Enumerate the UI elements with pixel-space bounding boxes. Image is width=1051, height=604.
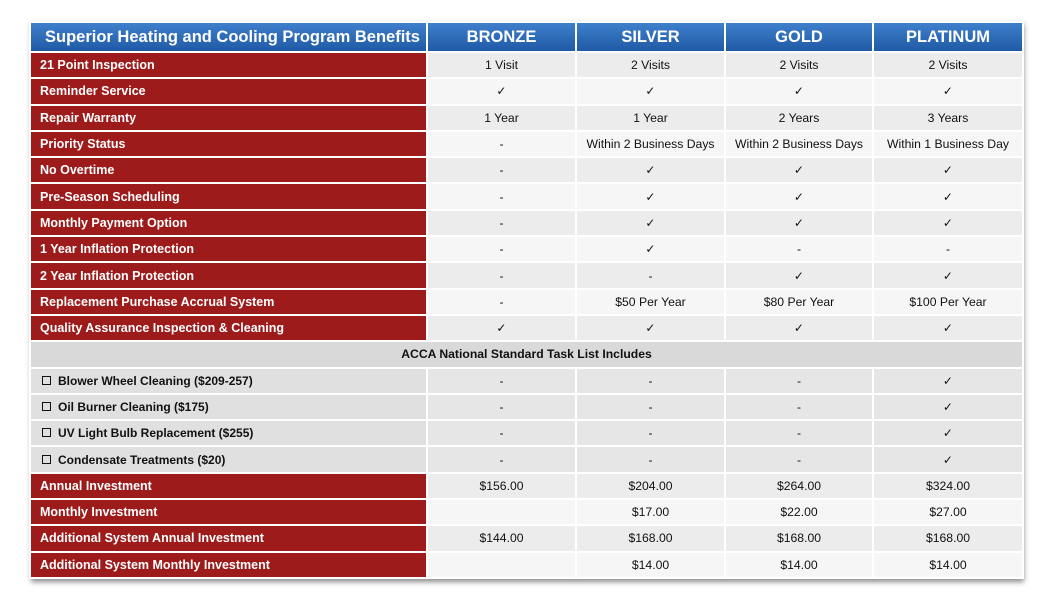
pricing-label: Additional System Annual Investment [30, 525, 427, 551]
benefit-row [30, 131, 1023, 157]
bronze-value: - [427, 183, 576, 209]
check-icon: ✓ [873, 315, 1023, 341]
bronze-price [427, 499, 576, 525]
silver-value: - [576, 368, 725, 394]
check-icon: ✓ [725, 157, 873, 183]
bronze-price [427, 552, 576, 578]
bronze-value: - [427, 236, 576, 262]
benefit-label: 21 Point Inspection [30, 52, 427, 78]
gold-value: $80 Per Year [725, 289, 873, 315]
check-icon: ✓ [725, 183, 873, 209]
benefits-comparison-table [29, 21, 1024, 579]
benefit-label: 1 Year Inflation Protection [30, 236, 427, 262]
bronze-value: 1 Visit [427, 52, 576, 78]
task-label: Condensate Treatments ($20) [58, 452, 226, 467]
platinum-value: - [873, 236, 1023, 262]
task-label: Blower Wheel Cleaning ($209-257) [58, 373, 253, 388]
bronze-value: 1 Year [427, 105, 576, 131]
task-label: UV Light Bulb Replacement ($255) [58, 426, 254, 441]
benefit-row [30, 289, 1023, 315]
silver-value: - [576, 394, 725, 420]
checkbox-icon [42, 455, 51, 464]
check-icon: ✓ [576, 183, 725, 209]
check-icon: ✓ [427, 315, 576, 341]
silver-value: Within 2 Business Days [576, 131, 725, 157]
check-icon: ✓ [873, 368, 1023, 394]
platinum-value: 3 Years [873, 105, 1023, 131]
silver-value: - [576, 420, 725, 446]
platinum-value: Within 1 Business Day [873, 131, 1023, 157]
gold-value: 2 Years [725, 105, 873, 131]
pricing-row [30, 473, 1023, 499]
benefit-label: No Overtime [30, 157, 427, 183]
benefit-row [30, 183, 1023, 209]
silver-value: 1 Year [576, 105, 725, 131]
gold-price: $264.00 [725, 473, 873, 499]
gold-value: - [725, 420, 873, 446]
bronze-value: - [427, 394, 576, 420]
check-icon: ✓ [873, 183, 1023, 209]
gold-value: 2 Visits [725, 52, 873, 78]
gold-value: - [725, 368, 873, 394]
silver-value: - [576, 262, 725, 288]
benefit-row [30, 236, 1023, 262]
pricing-row [30, 499, 1023, 525]
gold-price: $168.00 [725, 525, 873, 551]
tier-header-gold: GOLD [725, 22, 873, 52]
checkbox-icon [42, 428, 51, 437]
task-row [30, 368, 1023, 394]
benefit-row [30, 78, 1023, 104]
benefit-label: Repair Warranty [30, 105, 427, 131]
pricing-label: Additional System Monthly Investment [30, 552, 427, 578]
check-icon: ✓ [725, 315, 873, 341]
check-icon: ✓ [873, 394, 1023, 420]
benefit-label: Reminder Service [30, 78, 427, 104]
section-title: ACCA National Standard Task List Includes [30, 341, 1023, 367]
check-icon: ✓ [725, 78, 873, 104]
bronze-value: - [427, 262, 576, 288]
check-icon: ✓ [576, 78, 725, 104]
gold-value: - [725, 236, 873, 262]
check-icon: ✓ [873, 210, 1023, 236]
silver-value: 2 Visits [576, 52, 725, 78]
task-label: Oil Burner Cleaning ($175) [58, 400, 209, 414]
task-label-cell [30, 394, 427, 420]
platinum-price: $168.00 [873, 525, 1023, 551]
silver-price: $17.00 [576, 499, 725, 525]
benefit-label: Pre-Season Scheduling [30, 183, 427, 209]
bronze-value: - [427, 157, 576, 183]
silver-value: - [576, 446, 725, 472]
benefit-row [30, 52, 1023, 78]
check-icon: ✓ [873, 78, 1023, 104]
tier-header-platinum: PLATINUM [873, 22, 1023, 52]
platinum-value: 2 Visits [873, 52, 1023, 78]
pricing-row [30, 552, 1023, 578]
task-label-cell [30, 368, 427, 394]
check-icon: ✓ [576, 210, 725, 236]
checkbox-icon [42, 402, 51, 411]
check-icon: ✓ [427, 78, 576, 104]
task-row [30, 394, 1023, 420]
check-icon: ✓ [873, 157, 1023, 183]
checkbox-icon [42, 376, 51, 385]
task-label-cell [30, 446, 427, 472]
check-icon: ✓ [576, 315, 725, 341]
pricing-row [30, 525, 1023, 551]
benefit-row [30, 157, 1023, 183]
bronze-value: - [427, 368, 576, 394]
check-icon: ✓ [873, 446, 1023, 472]
check-icon: ✓ [576, 236, 725, 262]
benefit-label: Monthly Payment Option [30, 210, 427, 236]
header-row [30, 22, 1023, 52]
bronze-value: - [427, 420, 576, 446]
bronze-value: - [427, 446, 576, 472]
bronze-value: - [427, 131, 576, 157]
check-icon: ✓ [873, 420, 1023, 446]
silver-price: $204.00 [576, 473, 725, 499]
benefits-table-container [29, 21, 1022, 579]
task-row [30, 420, 1023, 446]
benefit-row [30, 210, 1023, 236]
silver-price: $168.00 [576, 525, 725, 551]
tier-header-bronze: BRONZE [427, 22, 576, 52]
pricing-label: Monthly Investment [30, 499, 427, 525]
benefit-row [30, 105, 1023, 131]
silver-price: $14.00 [576, 552, 725, 578]
silver-value: $50 Per Year [576, 289, 725, 315]
task-label-cell [30, 420, 427, 446]
check-icon: ✓ [873, 262, 1023, 288]
table-title: Superior Heating and Cooling Program Benefits [30, 22, 427, 52]
benefit-label: Priority Status [30, 131, 427, 157]
benefit-label: Quality Assurance Inspection & Cleaning [30, 315, 427, 341]
gold-price: $22.00 [725, 499, 873, 525]
bronze-price: $156.00 [427, 473, 576, 499]
bronze-price: $144.00 [427, 525, 576, 551]
platinum-value: $100 Per Year [873, 289, 1023, 315]
bronze-value: - [427, 210, 576, 236]
tier-header-silver: SILVER [576, 22, 725, 52]
section-header-row [30, 341, 1023, 367]
gold-value: - [725, 394, 873, 420]
check-icon: ✓ [725, 262, 873, 288]
check-icon: ✓ [576, 157, 725, 183]
task-row [30, 446, 1023, 472]
gold-value: - [725, 446, 873, 472]
platinum-price: $27.00 [873, 499, 1023, 525]
benefit-row [30, 262, 1023, 288]
pricing-label: Annual Investment [30, 473, 427, 499]
benefit-label: 2 Year Inflation Protection [30, 262, 427, 288]
gold-value: Within 2 Business Days [725, 131, 873, 157]
benefit-label: Replacement Purchase Accrual System [30, 289, 427, 315]
gold-price: $14.00 [725, 552, 873, 578]
platinum-price: $14.00 [873, 552, 1023, 578]
platinum-price: $324.00 [873, 473, 1023, 499]
bronze-value: - [427, 289, 576, 315]
benefit-row [30, 315, 1023, 341]
check-icon: ✓ [725, 210, 873, 236]
